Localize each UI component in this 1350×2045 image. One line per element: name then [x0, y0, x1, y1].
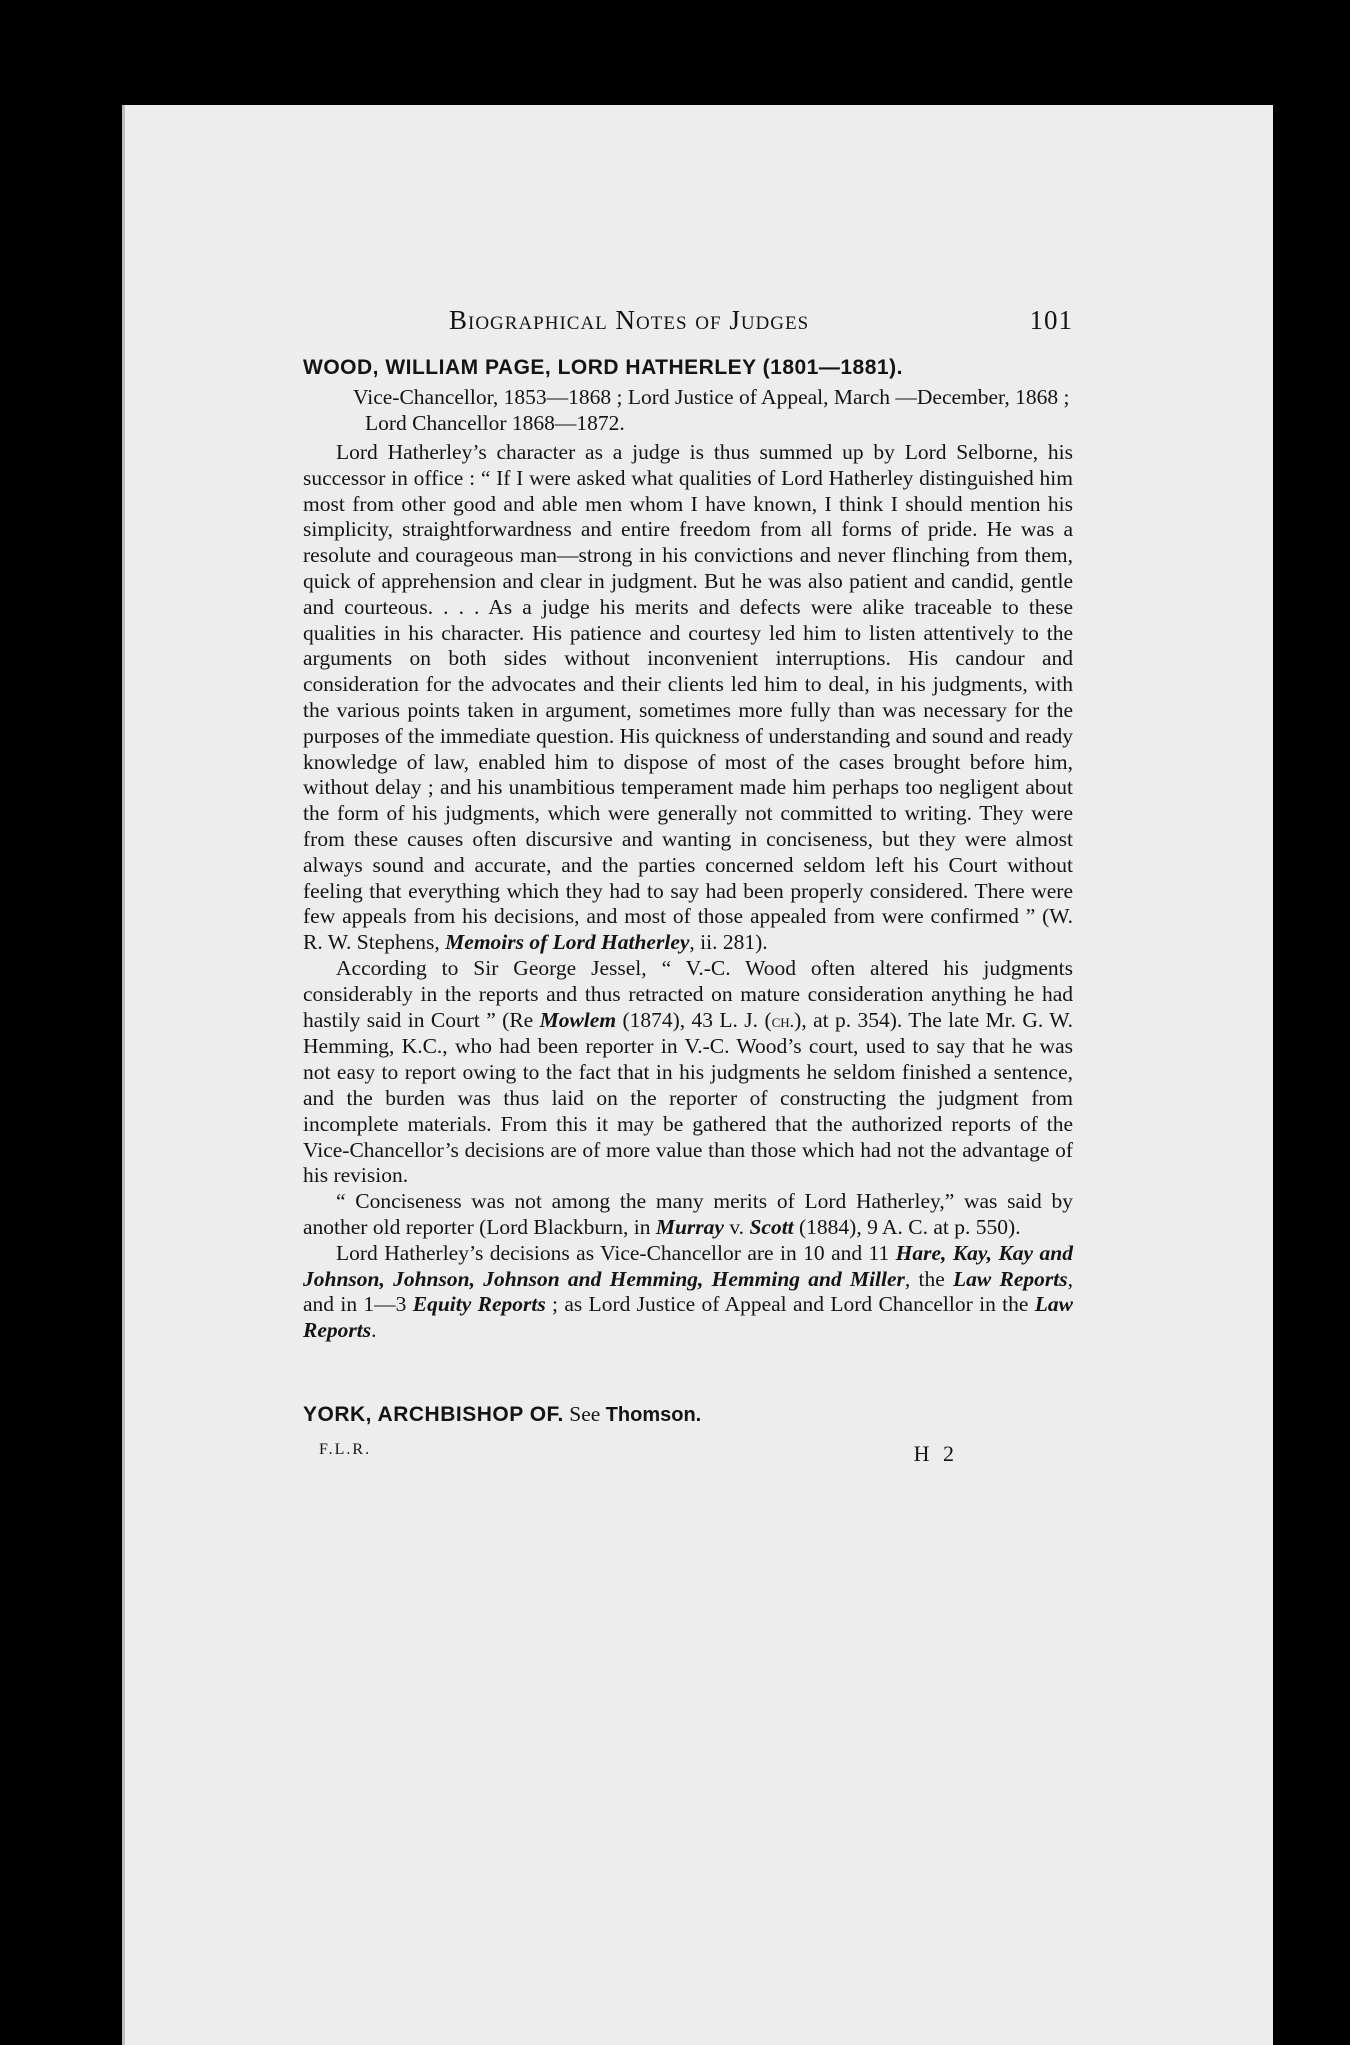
paragraph-3 — [303, 1189, 1073, 1241]
paragraph-2 — [303, 956, 1073, 1189]
running-head — [449, 305, 1073, 336]
case-name-scott: Scott — [749, 1214, 794, 1239]
paragraph-4-text-d: ; as Lord Justice of Appeal and Lord Chancellor in the — [545, 1292, 1035, 1317]
paragraph-2-text-a: According to Sir George Jessel, “ V.-C. Wood often altered his judgments considerably in the reports and thus retracted on mature consideration anything he had hastily said in Court ” (Re — [303, 955, 1073, 1032]
signature-mark: H 2 — [913, 1440, 958, 1466]
cross-reference-entry — [303, 1402, 1073, 1427]
paragraph-3-text-b: (1884), 9 A. C. at p. 550). — [793, 1214, 1021, 1239]
paragraph-4-text-b: , the — [904, 1266, 954, 1291]
versus: v. — [723, 1214, 750, 1239]
citation-end: , ii. 281). — [689, 930, 768, 955]
see-word: See — [569, 1401, 601, 1426]
cross-reference-target: Thomson. — [605, 1403, 702, 1426]
law-reports-title: Law Reports — [953, 1266, 1068, 1291]
paragraph-1-text: Lord Hatherley’s character as a judge is thus summed up by Lord Selborne, his successor in office : “ If I were asked what qualities of Lord Hatherley distinguished him most from other good and able men whom I have known, I think I should mention his simplicity, straightforwardness and entire freedom from all forms of pride. He was a resolute and courageous man—strong in his convictions and never flinching from them, quick of apprehension and clear in judgment. But he was also patient and candid, gentle and courteous. . . . As a judge his merits and defects were alike traceable to these qualities in his character. His patience and courtesy led him to listen attentively to the arguments on both sides without inconvenient interruptions. His candour and consideration for the advocates and their clients led him to deal, in his judgments, with the various points taken in argument, sometimes more fully than was necessary for the purposes of the immediate question. His quickness of understanding and sound and ready knowledge of law, enabled him to dispose of most of the cases brought before him, without delay ; and his unambitious temperament made him perhaps too negligent about the form of his judgments, which were generally not committed to writing. They were from these causes often discursive and wanting in conciseness, but they were almost always sound and accurate, and the parties concerned seldom left his Court without feeling that everything which they had to say had been properly considered. There were few appeals from his decisions, and most of those appealed from were confirmed ” (W. R. W. Stephens, — [303, 440, 1073, 955]
footer-imprint: F.L.R. — [319, 1440, 372, 1458]
paragraph-2-text-b: (1874), 43 L. J. ( — [616, 1007, 772, 1032]
law-reports-title-2: Law Reports — [303, 1292, 1073, 1343]
paragraph-1 — [303, 440, 1073, 956]
entry-heading: WOOD, WILLIAM PAGE, LORD HATHERLEY (1801—1881). — [303, 356, 903, 379]
paragraph-4-text-a: Lord Hatherley’s decisions as Vice-Chancellor are in 10 and 11 — [336, 1240, 896, 1265]
running-head-title: Biographical Notes of Judges — [449, 305, 810, 335]
paragraph-4-text-c: , and in 1—3 — [303, 1266, 1073, 1317]
page-content — [303, 305, 1073, 1467]
book-page — [122, 105, 1273, 2045]
page-footer — [303, 1441, 1073, 1467]
case-name-mowlem: Mowlem — [539, 1007, 617, 1032]
paragraph-4-text-e: . — [371, 1318, 377, 1343]
paragraph-4 — [303, 1241, 1073, 1344]
page-number: 101 — [1029, 305, 1073, 335]
equity-reports-title: Equity Reports — [412, 1292, 546, 1317]
cross-reference-heading: YORK, ARCHBISHOP OF. — [303, 1402, 564, 1426]
chancery-abbrev: ch. — [771, 1010, 795, 1031]
report-series-list: Hare, Kay, Kay and Johnson, Johnson, Johnson and Hemming, Hemming and Miller — [303, 1240, 1073, 1291]
paragraph-2-text-c: ), at p. 354). The late Mr. G. W. Hemming, K.C., who had been reporter in V.-C. Wood’s court, used to say that he was not easy to report owing to the fact that in his judgments he seldom finished a sentence, and the burden was thus laid on the reporter of constructing the judgment from incomplete materials. From this it may be gathered that the authorized reports of the Vice-Chancellor’s decisions are of more value than those which had not the advantage of his revision. — [303, 1007, 1073, 1188]
citation-title: Memoirs of Lord Hatherley — [445, 930, 690, 955]
case-name-murray: Murray — [655, 1214, 724, 1239]
paragraph-3-text-a: “ Conciseness was not among the many merits of Lord Hatherley,” was said by another old reporter (Lord Blackburn, in — [303, 1189, 1073, 1239]
entry-offices: Vice-Chancellor, 1853—1868 ; Lord Justice of Appeal, March —December, 1868 ; Lord Chancellor 1868—1872. — [353, 385, 1070, 435]
